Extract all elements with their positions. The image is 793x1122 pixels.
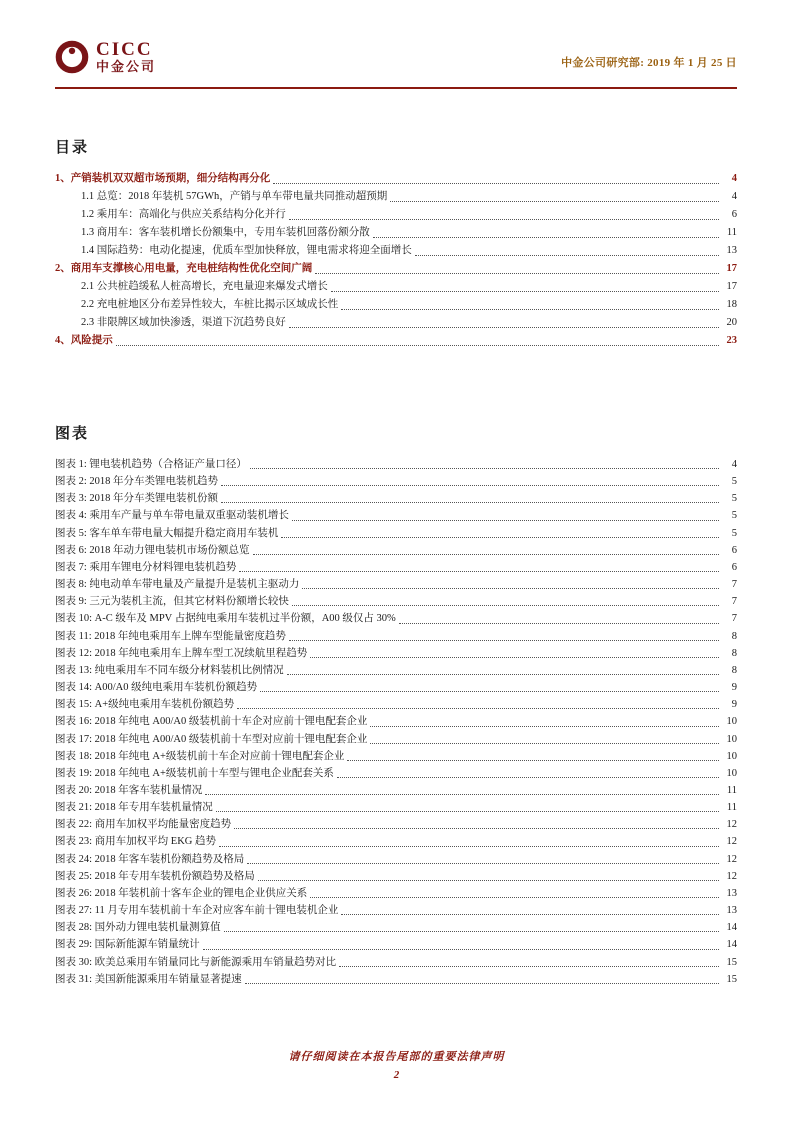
leader-dots (289, 640, 719, 641)
toc-item[interactable] (55, 332, 737, 350)
toc-item-page: 4 (731, 173, 737, 184)
leader-dots (203, 949, 719, 950)
figure-item[interactable] (55, 507, 737, 524)
toc-item-label: 1.4 国际趋势：电动化提速，优质车型加快释放，锂电需求将迎全面增长 (81, 245, 412, 256)
figure-item[interactable] (55, 816, 737, 833)
figure-item[interactable] (55, 799, 737, 816)
figure-item-page: 13 (726, 905, 737, 917)
figure-item-page: 6 (731, 561, 737, 573)
figure-item-label: 图表 13: 纯电乘用车不同车级分材料装机比例情况 (55, 664, 284, 676)
leader-dots (390, 201, 719, 202)
leader-dots (373, 237, 719, 238)
figure-item[interactable] (55, 954, 737, 971)
figure-item[interactable] (55, 610, 737, 627)
leader-dots (221, 485, 719, 486)
figure-item-label: 图表 1: 锂电装机趋势（合格证产量口径） (55, 459, 247, 470)
figure-item-page: 10 (726, 716, 737, 728)
figure-item-page: 14 (726, 939, 737, 951)
toc-item[interactable] (55, 188, 737, 206)
report-footer (0, 1048, 793, 1081)
figure-item[interactable] (55, 628, 737, 645)
figure-item-page: 7 (731, 596, 737, 608)
figure-item-label: 图表 12: 2018 年纯电乘用车上牌车型工况续航里程趋势 (55, 647, 308, 659)
toc-item-page: 6 (731, 209, 737, 220)
figure-item-page: 9 (731, 699, 737, 711)
leader-dots (337, 777, 719, 778)
toc-item-label: 1.3 商用车：客车装机增长份额集中，专用车装机回落份额分散 (81, 227, 370, 238)
leader-dots (292, 605, 719, 606)
toc-item[interactable] (55, 242, 737, 260)
research-dept-date: 中金公司研究部: 2019 年 1 月 25 日 (561, 57, 737, 69)
figure-item[interactable] (55, 833, 737, 850)
leader-dots (253, 554, 719, 555)
toc-item-label: 1.1 总览：2018 年装机 57GWh，产销与单车带电量共同推动超预期 (81, 191, 388, 202)
figure-item[interactable] (55, 473, 737, 490)
figure-item-label: 图表 21: 2018 年专用车装机量情况 (55, 802, 213, 814)
figure-item-label: 图表 24: 2018 年客车装机份额趋势及格局 (55, 853, 245, 865)
leader-dots (245, 983, 719, 984)
figure-item-page: 12 (726, 870, 737, 882)
leader-dots (116, 345, 719, 346)
toc-item-page: 23 (726, 335, 737, 346)
figure-item[interactable] (55, 936, 737, 953)
figure-item-page: 6 (731, 544, 737, 556)
figure-item[interactable] (55, 525, 737, 542)
figure-item-page: 14 (726, 922, 737, 934)
page-number: 2 (393, 1069, 400, 1081)
toc-item[interactable] (55, 170, 737, 188)
leader-dots (415, 255, 719, 256)
header-divider (55, 87, 737, 89)
figure-item-label: 图表 23: 商用车加权平均 EKG 趋势 (55, 836, 216, 848)
figure-item-page: 15 (726, 973, 737, 985)
figure-item-page: 8 (731, 664, 737, 676)
toc-item-page: 17 (726, 281, 737, 292)
figure-item-label: 图表 18: 2018 年纯电 A+级装机前十车企对应前十锂电配套企业 (55, 750, 345, 762)
figure-item-label: 图表 17: 2018 年纯电 A00/A0 级装机前十车型对应前十锂电配套企业 (55, 733, 368, 745)
figure-item-label: 图表 3: 2018 年分车类锂电装机份额 (55, 493, 219, 505)
figure-item[interactable] (55, 782, 737, 799)
toc-item-label: 2.3 非限牌区域加快渗透，渠道下沉趋势良好 (81, 317, 286, 328)
leader-dots (302, 588, 719, 589)
toc-item[interactable] (55, 224, 737, 242)
figure-item-page: 10 (726, 767, 737, 779)
figure-item-label: 图表 5: 客车单车带电量大幅提升稳定商用车装机 (55, 527, 279, 539)
toc-item[interactable] (55, 260, 737, 278)
figure-item-page: 15 (726, 956, 737, 968)
leader-dots (239, 571, 719, 572)
figure-item-page: 5 (731, 476, 737, 488)
toc-item-page: 11 (726, 227, 737, 238)
leader-dots (260, 691, 719, 692)
figure-item[interactable] (55, 971, 737, 988)
figure-item-label: 图表 26: 2018 年装机前十客车企业的锂电企业供应关系 (55, 887, 308, 899)
figure-item-page: 4 (731, 459, 737, 470)
figure-item[interactable] (55, 885, 737, 902)
leader-dots (370, 743, 719, 744)
figure-item-page: 7 (731, 579, 737, 591)
figures-heading: 图表 (55, 426, 90, 442)
leader-dots (331, 291, 719, 292)
leader-dots (287, 674, 719, 675)
figure-item-page: 5 (731, 527, 737, 539)
figure-item[interactable] (55, 542, 737, 559)
content-area (55, 136, 737, 988)
figure-item[interactable] (55, 679, 737, 696)
leader-dots (234, 828, 719, 829)
toc-item-page: 18 (726, 299, 737, 310)
leader-dots (315, 273, 719, 274)
figure-item-label: 图表 31: 美国新能源乘用车销量显著提速 (55, 973, 242, 985)
figure-item-page: 12 (726, 836, 737, 848)
figure-item[interactable] (55, 851, 737, 868)
leader-dots (347, 760, 719, 761)
toc-item[interactable] (55, 206, 737, 224)
leader-dots (273, 183, 719, 184)
figure-item[interactable] (55, 765, 737, 782)
leader-dots (221, 502, 719, 503)
toc-item-label: 1.2 乘用车：高端化与供应关系结构分化并行 (81, 209, 286, 220)
logo-cicc-wordmark: CICC (96, 39, 153, 61)
figure-item-page: 10 (726, 733, 737, 745)
figure-item-label: 图表 15: A+级纯电乘用车装机份额趋势 (55, 699, 235, 711)
figure-item[interactable] (55, 902, 737, 919)
figure-item-page: 5 (731, 510, 737, 522)
figures-list (55, 456, 737, 988)
figure-item-label: 图表 16: 2018 年纯电 A00/A0 级装机前十车企对应前十锂电配套企业 (55, 716, 368, 728)
figure-item[interactable] (55, 748, 737, 765)
leader-dots (339, 966, 719, 967)
toc-item[interactable] (55, 296, 737, 314)
figure-item-page: 8 (731, 647, 737, 659)
figure-item-label: 图表 7: 乘用车锂电分材料锂电装机趋势 (55, 561, 237, 573)
leader-dots (370, 726, 719, 727)
figure-item[interactable] (55, 490, 737, 507)
toc-item-label: 4、风险提示 (55, 335, 113, 346)
report-header (55, 40, 737, 74)
figure-item-label: 图表 9: 三元为装机主流，但其它材料份额增长较快 (55, 596, 289, 608)
legal-disclaimer: 请仔细阅读在本报告尾部的重要法律声明 (288, 1051, 505, 1063)
figure-item-label: 图表 11: 2018 年纯电乘用车上牌车型能量密度趋势 (55, 630, 286, 642)
figure-item-label: 图表 22: 商用车加权平均能量密度趋势 (55, 819, 232, 831)
leader-dots (292, 520, 719, 521)
figure-item-page: 12 (726, 853, 737, 865)
figure-item[interactable] (55, 645, 737, 662)
toc-item-page: 20 (726, 317, 737, 328)
figure-item-label: 图表 28: 国外动力锂电装机量测算值 (55, 922, 221, 934)
toc-item-page: 4 (731, 191, 737, 202)
figure-item[interactable] (55, 919, 737, 936)
toc-item-label: 1、产销装机双双超市场预期，细分结构再分化 (55, 173, 271, 184)
figure-item[interactable] (55, 456, 737, 473)
figure-item-label: 图表 4: 乘用车产量与单车带电量双重驱动装机增长 (55, 510, 289, 522)
figure-item-label: 图表 20: 2018 年客车装机量情况 (55, 784, 203, 796)
leader-dots (310, 657, 719, 658)
figure-item[interactable] (55, 576, 737, 593)
leader-dots (219, 846, 719, 847)
toc-item-page: 17 (726, 263, 737, 274)
figure-item-label: 图表 10: A-C 级车及 MPV 占据纯电乘用车装机过半份额，A00 级仅占 30% (55, 613, 396, 625)
figure-item[interactable] (55, 662, 737, 679)
figure-item[interactable] (55, 713, 737, 730)
leader-dots (237, 708, 719, 709)
leader-dots (289, 219, 719, 220)
toc-item-label: 2、商用车支撑核心用电量，充电桩结构性优化空间广阔 (55, 263, 313, 274)
leader-dots (247, 863, 719, 864)
leader-dots (216, 811, 719, 812)
figure-item-page: 10 (726, 750, 737, 762)
figure-item[interactable] (55, 559, 737, 576)
figure-item-label: 图表 6: 2018 年动力锂电装机市场份额总览 (55, 544, 250, 556)
figure-item-page: 13 (726, 887, 737, 899)
figure-item-page: 8 (731, 630, 737, 642)
leader-dots (250, 468, 719, 469)
leader-dots (224, 931, 719, 932)
toc-item-label: 2.1 公共桩趋缓私人桩高增长，充电量迎来爆发式增长 (81, 281, 328, 292)
figure-item-page: 7 (731, 613, 737, 625)
leader-dots (258, 880, 719, 881)
leader-dots (399, 623, 719, 624)
figure-item[interactable] (55, 593, 737, 610)
figure-item-label: 图表 25: 2018 年专用车装机份额趋势及格局 (55, 870, 255, 882)
figure-item-page: 5 (731, 493, 737, 505)
logo-chinese-name: 中金公司 (96, 59, 157, 75)
figure-item-label: 图表 27: 11 月专用车装机前十车企对应客车前十锂电装机企业 (55, 905, 339, 917)
leader-dots (205, 794, 719, 795)
figure-item[interactable] (55, 868, 737, 885)
toc-list (55, 170, 737, 350)
toc-item-label: 2.2 充电桩地区分布差异性较大，车桩比揭示区域成长性 (81, 299, 339, 310)
figure-item-page: 11 (726, 802, 737, 814)
cicc-logo-icon (55, 40, 89, 74)
figure-item-page: 9 (731, 682, 737, 694)
figure-item-label: 图表 14: A00/A0 级纯电乘用车装机份额趋势 (55, 682, 258, 694)
figure-item-label: 图表 8: 纯电动单车带电量及产量提升是装机主驱动力 (55, 579, 300, 591)
figure-item-page: 11 (726, 784, 737, 796)
toc-heading: 目录 (55, 140, 90, 156)
figure-item-label: 图表 30: 欧美总乘用车销量同比与新能源乘用车销量趋势对比 (55, 956, 337, 968)
figure-item-page: 12 (726, 819, 737, 831)
toc-item-page: 13 (726, 245, 737, 256)
leader-dots (281, 537, 719, 538)
figure-item-label: 图表 2: 2018 年分车类锂电装机趋势 (55, 476, 219, 488)
cicc-logo (55, 40, 156, 74)
figure-item-label: 图表 19: 2018 年纯电 A+级装机前十车型与锂电企业配套关系 (55, 767, 334, 779)
leader-dots (341, 309, 719, 310)
leader-dots (310, 897, 719, 898)
figure-item-label: 图表 29: 国际新能源车销量统计 (55, 939, 200, 951)
leader-dots (341, 914, 719, 915)
figure-item[interactable] (55, 696, 737, 713)
figure-item[interactable] (55, 731, 737, 748)
cicc-logo-text (96, 40, 156, 74)
toc-item[interactable] (55, 314, 737, 332)
leader-dots (289, 327, 719, 328)
toc-item[interactable] (55, 278, 737, 296)
